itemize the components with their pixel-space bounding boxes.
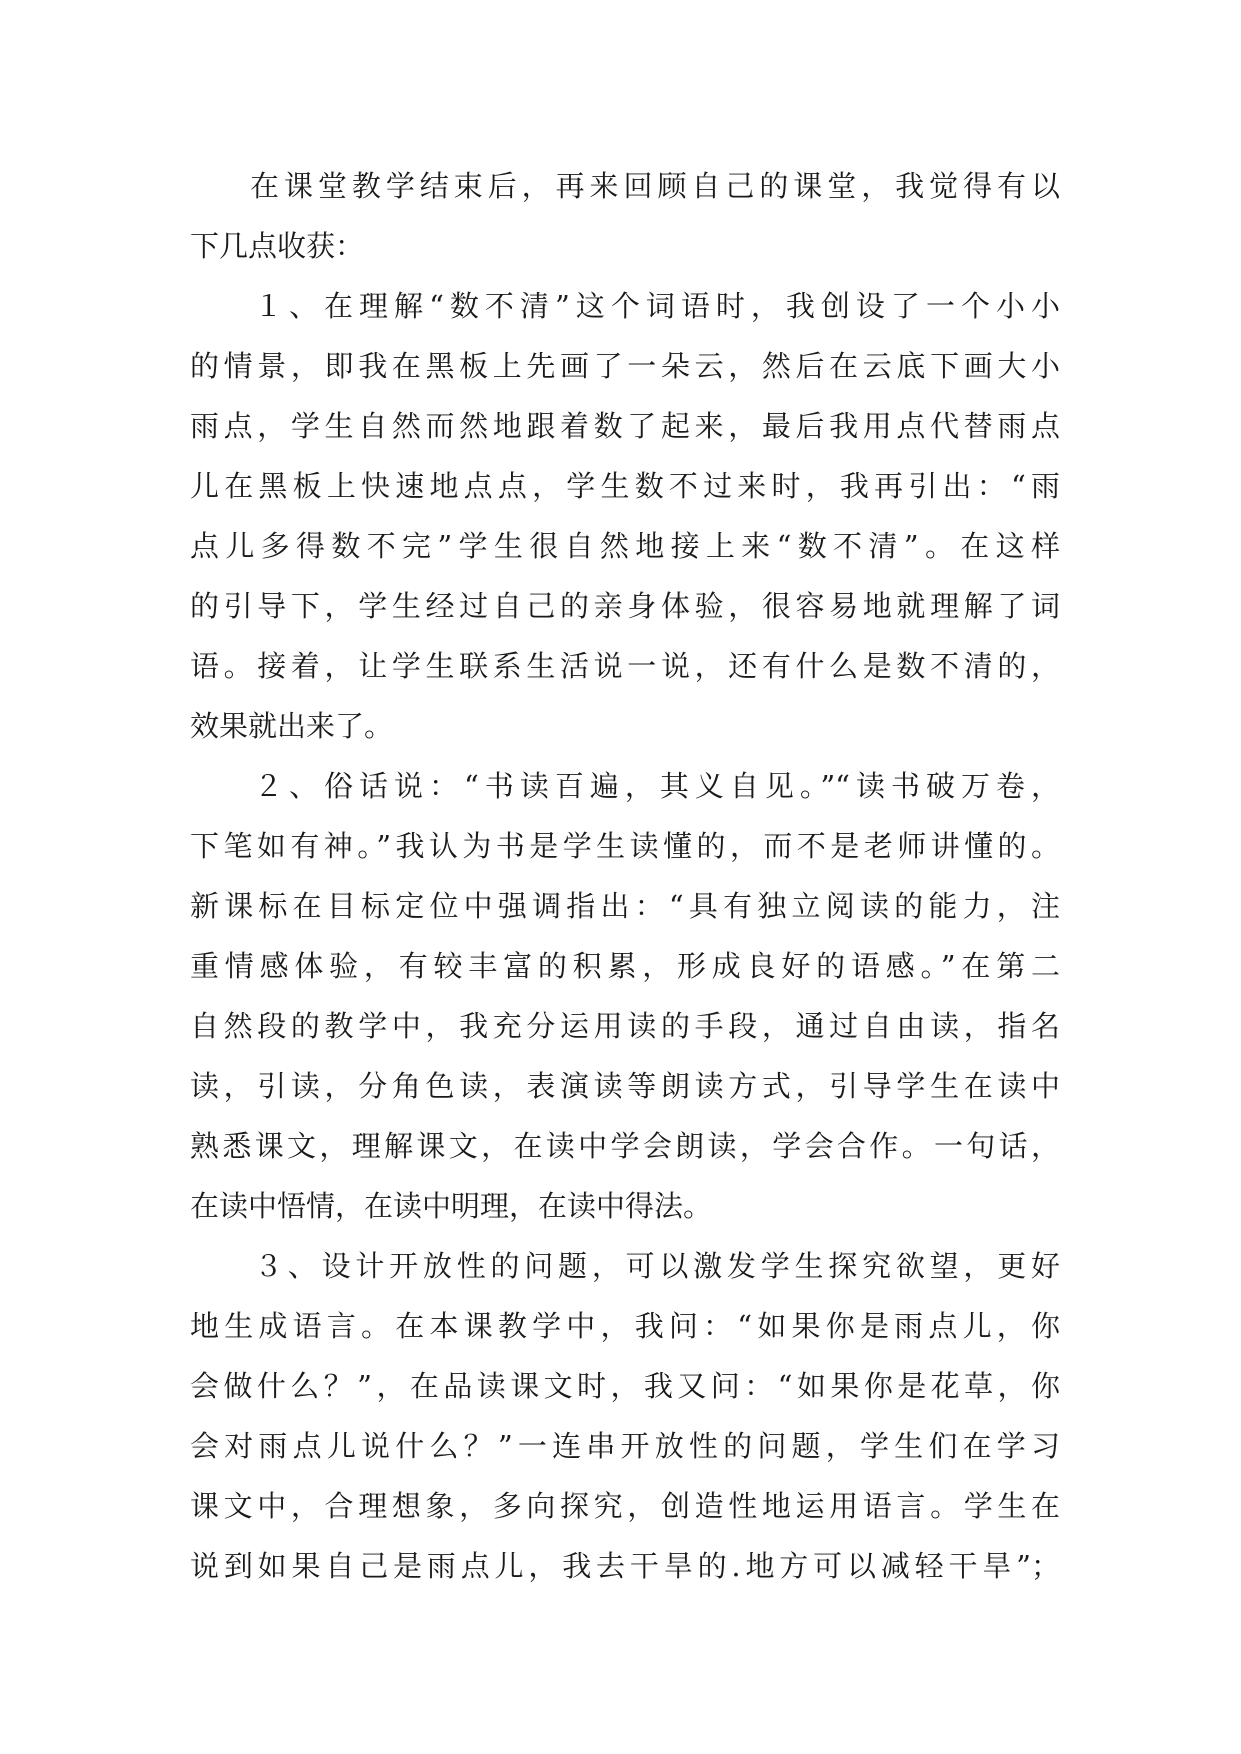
text-line: 的引导下，学生经过自己的亲身体验，很容易地就理解了词	[190, 589, 1060, 623]
text-line: ２、俗话说：“书读百遍，其义自见。”“读书破万卷，	[254, 769, 1060, 803]
text-line: 下笔如有神。”我认为书是学生读懂的，而不是老师讲懂的。	[190, 829, 1060, 863]
text-line: 说到如果自己是雨点儿，我去干旱的.地方可以减轻干旱”；	[190, 1549, 1060, 1583]
paragraph-point-3	[190, 1236, 1060, 1596]
paragraph-point-1	[190, 276, 1060, 756]
text-line: ３、设计开放性的问题，可以激发学生探究欲望，更好	[254, 1249, 1060, 1283]
text-line: 新课标在目标定位中强调指出：“具有独立阅读的能力，注	[190, 889, 1060, 923]
text-line: 熟悉课文，理解课文，在读中学会朗读，学会合作。一句话，	[190, 1129, 1060, 1163]
text-line: 在课堂教学结束后，再来回顾自己的课堂，我觉得有以	[250, 169, 1060, 203]
document-body	[190, 156, 1060, 1596]
text-line: 重情感体验，有较丰富的积累，形成良好的语感。”在第二	[190, 949, 1060, 983]
text-line: 语。接着，让学生联系生活说一说，还有什么是数不清的，	[190, 649, 1060, 683]
paragraph-intro	[190, 156, 1060, 276]
text-line: １、在理解“数不清”这个词语时，我创设了一个小小	[254, 289, 1060, 323]
text-line: 雨点，学生自然而然地跟着数了起来，最后我用点代替雨点	[190, 409, 1060, 443]
text-line: 课文中，合理想象，多向探究，创造性地运用语言。学生在	[190, 1489, 1060, 1523]
paragraph-point-2	[190, 756, 1060, 1236]
text-line: 读，引读，分角色读，表演读等朗读方式，引导学生在读中	[190, 1069, 1060, 1103]
text-line: 儿在黑板上快速地点点，学生数不过来时，我再引出：“雨	[190, 469, 1060, 503]
text-line: 会做什么？”，在品读课文时，我又问：“如果你是花草，你	[190, 1369, 1060, 1403]
text-line: 效果就出来了。	[190, 709, 394, 743]
text-line: 自然段的教学中，我充分运用读的手段，通过自由读，指名	[190, 1009, 1060, 1043]
text-line: 在读中悟情，在读中明理，在读中得法。	[190, 1189, 713, 1223]
text-line: 地生成语言。在本课教学中，我问：“如果你是雨点儿，你	[190, 1309, 1060, 1343]
text-line: 的情景，即我在黑板上先画了一朵云，然后在云底下画大小	[190, 349, 1060, 383]
text-line: 点儿多得数不完”学生很自然地接上来“数不清”。在这样	[190, 529, 1060, 563]
text-line: 下几点收获：	[190, 229, 365, 263]
text-line: 会对雨点儿说什么？”一连串开放性的问题，学生们在学习	[190, 1429, 1060, 1463]
